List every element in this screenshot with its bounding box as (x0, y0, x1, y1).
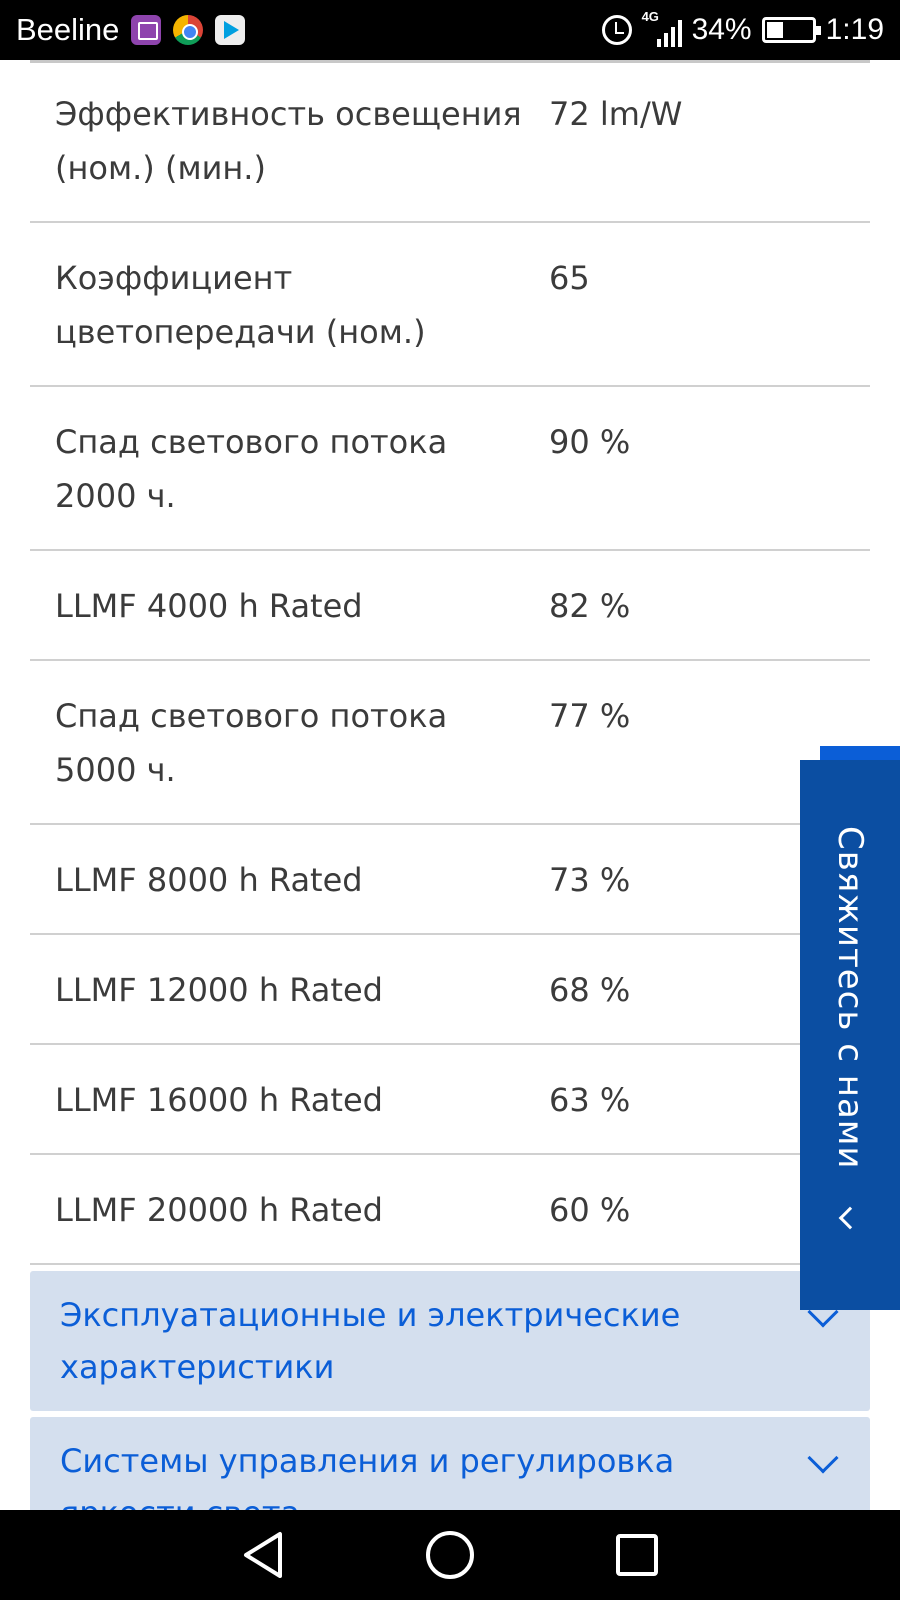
chevron-left-icon (839, 1206, 862, 1229)
spec-value: 68 % (549, 971, 631, 1009)
status-bar (0, 0, 900, 60)
spec-label: LLMF 20000 h Rated (55, 1191, 383, 1229)
spec-label: Спад светового потока 5000 ч. (55, 697, 448, 789)
spec-label: LLMF 4000 h Rated (55, 587, 363, 625)
spec-row (30, 549, 870, 659)
carrier-name: Beeline (16, 12, 120, 47)
spec-row (30, 1043, 870, 1153)
battery-fill (767, 22, 783, 38)
battery-percent: 34% (691, 13, 752, 46)
spec-value: 63 % (549, 1081, 631, 1119)
spec-value: 73 % (549, 861, 631, 899)
spec-row (30, 823, 870, 933)
spec-label: LLMF 12000 h Rated (55, 971, 383, 1009)
status-left (16, 12, 245, 48)
spec-row (30, 60, 870, 221)
recents-icon[interactable] (607, 1525, 667, 1585)
play-store-icon (215, 15, 245, 45)
clock: 1:19 (825, 13, 884, 46)
accordion-title: Эксплуатационные и электрические характеристики (60, 1296, 681, 1386)
navigation-bar (0, 1510, 900, 1600)
signal-icon (641, 9, 682, 47)
spec-label: LLMF 8000 h Rated (55, 861, 363, 899)
network-type: 4G (641, 9, 659, 24)
spec-value: 82 % (549, 587, 631, 625)
home-icon[interactable] (420, 1525, 480, 1585)
spec-value: 60 % (549, 1191, 631, 1229)
contact-us-label: Свяжитесь с нами (830, 826, 870, 1170)
gallery-icon (131, 15, 161, 45)
spec-label: Эффективность освещения (ном.) (мин.) (55, 95, 522, 187)
accordion-title: Системы управления и регулировка (60, 1442, 675, 1480)
spec-value: 72 lm/W (549, 95, 683, 133)
spec-value: 65 (549, 259, 590, 297)
spec-row (30, 385, 870, 549)
spec-label: Коэффициент цветопередачи (ном.) (55, 259, 426, 351)
spec-table (30, 60, 870, 1557)
accordion-operational-electrical[interactable] (30, 1271, 870, 1411)
spec-label: LLMF 16000 h Rated (55, 1081, 383, 1119)
spec-row (30, 659, 870, 823)
status-right (602, 9, 884, 47)
spec-value: 77 % (549, 697, 631, 735)
spec-label: Спад светового потока 2000 ч. (55, 423, 448, 515)
spec-value: 90 % (549, 423, 631, 461)
back-icon[interactable] (233, 1525, 293, 1585)
chevron-down-icon (807, 1442, 838, 1473)
spec-row (30, 1153, 870, 1265)
alarm-icon (602, 15, 632, 45)
spec-row (30, 221, 870, 385)
spec-row (30, 933, 870, 1043)
chrome-icon (173, 15, 203, 45)
contact-us-tab[interactable] (800, 760, 900, 1310)
battery-icon (762, 17, 816, 43)
page-content[interactable] (0, 60, 900, 1510)
